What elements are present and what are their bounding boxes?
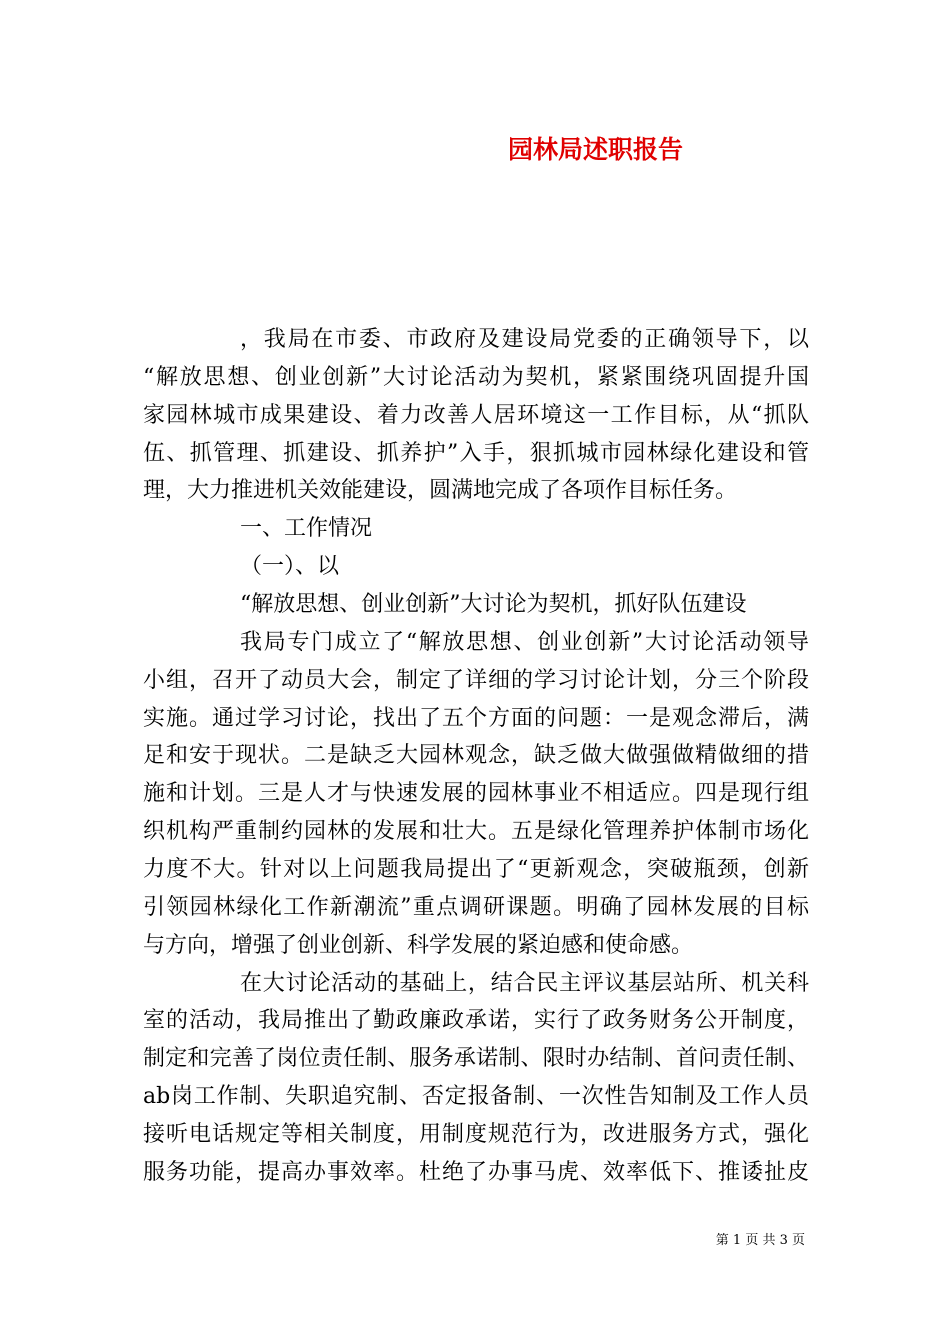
- text-line: 足和安于现状。二是缺乏大园林观念，缺乏做大做强做精做细的措: [143, 743, 809, 769]
- text-line: 伍、抓管理、抓建设、抓养护”入手，狠抓城市园林绿化建设和管: [143, 440, 809, 466]
- text-line: 接听电话规定等相关制度，用制度规范行为，改进服务方式，强化: [143, 1122, 809, 1148]
- text-line: 力度不大。针对以上问题我局提出了“更新观念，突破瓶颈，创新: [143, 857, 809, 883]
- section-heading: [143, 510, 809, 548]
- text-line: 小组，召开了动员大会，制定了详细的学习讨论计划，分三个阶段: [143, 667, 809, 693]
- text-line: 室的活动，我局推出了勤政廉政承诺，实行了政务财务公开制度，: [143, 1008, 809, 1034]
- subsection-heading: [143, 548, 809, 586]
- text-line: 在大讨论活动的基础上，结合民主评议基层站所、机关科: [240, 970, 809, 996]
- text-line: ，我局在市委、市政府及建设局党委的正确领导下，以: [240, 327, 809, 352]
- text-line: 与方向，增强了创业创新、科学发展的紧迫感和使命感。: [143, 932, 694, 958]
- text-line: 家园林城市成果建设、着力改善人居环境这一工作目标，从“抓队: [143, 402, 809, 428]
- text-line: 服务功能，提高办事效率。杜绝了办事马虎、效率低下、推诿扯皮: [143, 1159, 809, 1185]
- subsection-heading-text: （一）、以: [240, 554, 340, 580]
- page-title: 园林局述职报告: [508, 135, 684, 164]
- subsection-heading-text: “解放思想、创业创新”大讨论为契机，抓好队伍建设: [240, 592, 747, 618]
- text-line: 理，大力推进机关效能建设，圆满地完成了各项作目标任务。: [143, 478, 738, 504]
- text-line: 引领园林绿化工作新潮流”重点调研课题。明确了园林发展的目标: [143, 894, 809, 920]
- text-line: 施和计划。三是人才与快速发展的园林事业不相适应。四是现行组: [143, 781, 809, 807]
- text-line: 制定和完善了岗位责任制、服务承诺制、限时办结制、首问责任制、: [143, 1046, 809, 1072]
- section-heading-text: 一、工作情况: [240, 516, 373, 542]
- document-body: [143, 321, 809, 1192]
- body-paragraph-discussion: [143, 624, 809, 965]
- text-line: ab岗工作制、失职追究制、否定报备制、一次性告知制及工作人员: [143, 1084, 809, 1110]
- text-line: “解放思想、创业创新”大讨论活动为契机，紧紧围绕巩固提升国: [143, 364, 809, 390]
- page-number-indicator: 第 1 页 共 3 页: [715, 1233, 805, 1248]
- body-paragraph-intro: [143, 321, 809, 510]
- text-line: 我局专门成立了“解放思想、创业创新”大讨论活动领导: [240, 629, 809, 655]
- subsection-heading-continued: [143, 586, 809, 624]
- body-paragraph-systems: [143, 965, 809, 1192]
- text-line: 织机构严重制约园林的发展和壮大。五是绿化管理养护体制市场化: [143, 819, 809, 845]
- text-line: 实施。通过学习讨论，找出了五个方面的问题：一是观念滞后，满: [143, 705, 809, 731]
